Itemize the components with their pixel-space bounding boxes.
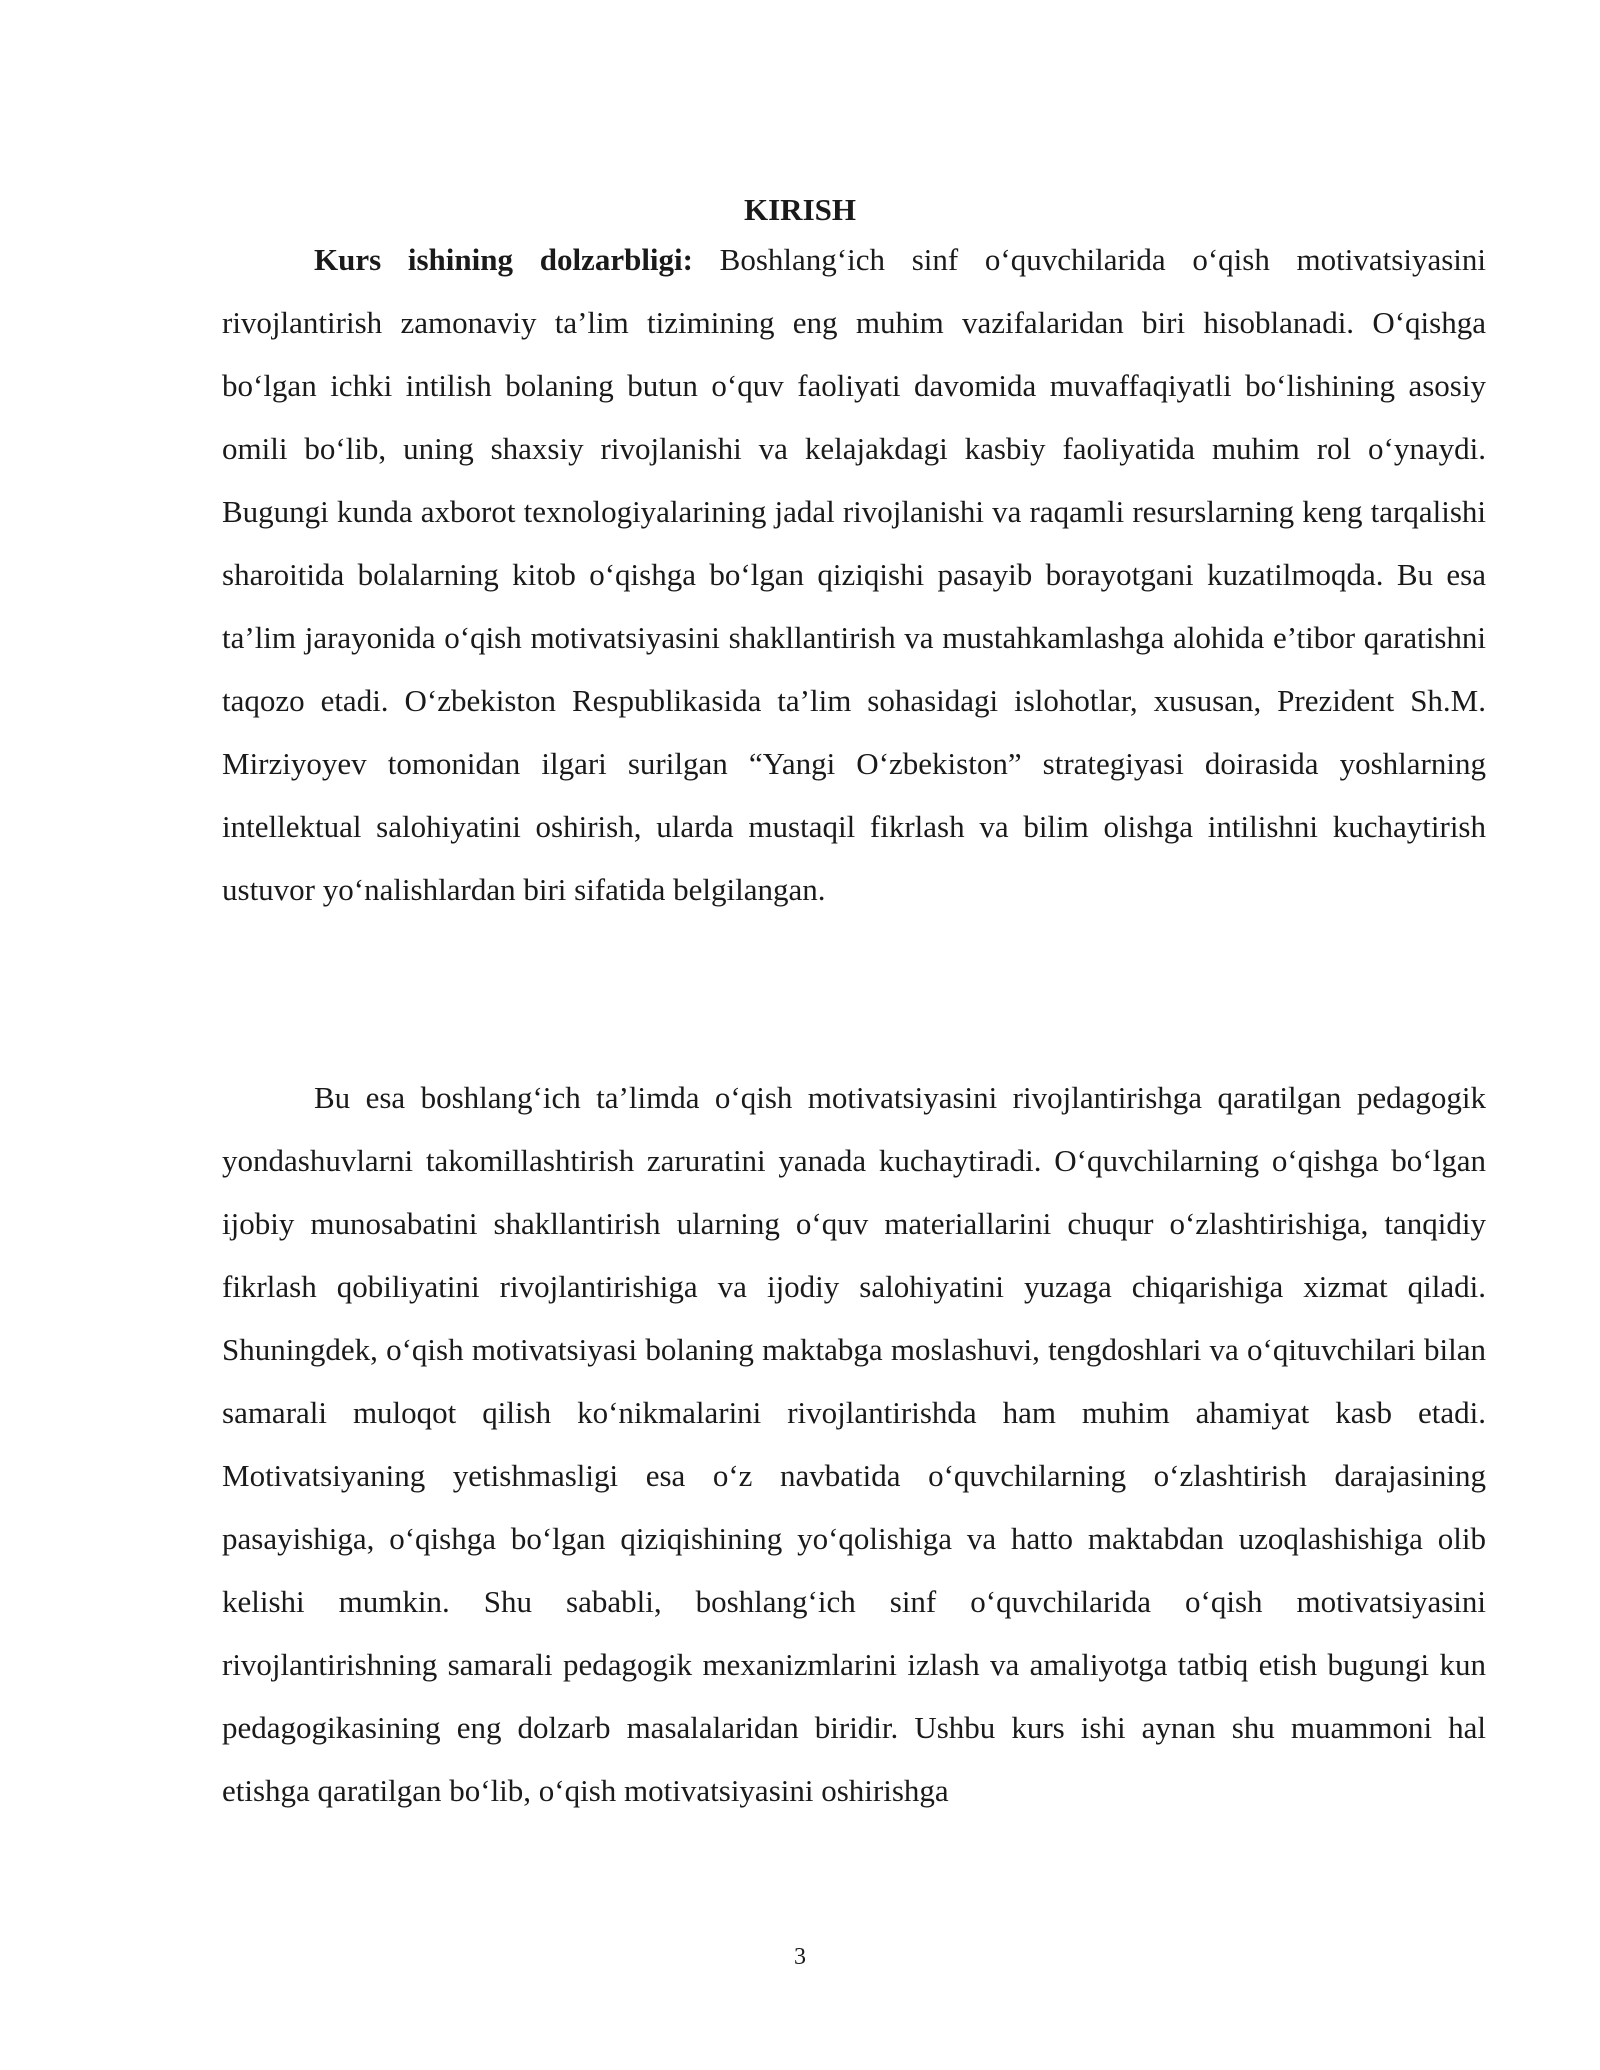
- paragraph-text: Boshlang‘ich sinf o‘quvchilarida o‘qish motivatsiyasini rivojlantirish zamonaviy ta’lim tizimining eng muhim vazifalaridan biri hisoblanadi. O‘qishga bo‘lgan ichki intilish bolaning butun o‘quv faoliyati davomida muvaffaqiyatli bo‘lishining asosiy omili bo‘lib, uning shaxsiy rivojlanishi va kelajakdagi kasbiy faoliyatida muhim rol o‘ynaydi. Bugungi kunda axborot texnologiyalarining jadal rivojlanishi va raqamli resurslarning keng tarqalishi sharoitida bolalarning kitob o‘qishga bo‘lgan qiziqishi pasayib borayotgani kuzatilmoqda. Bu esa ta’lim jarayonida o‘qish motivatsiyasini shakllantirish va mustahkamlashga alohida e’tibor qaratishni taqozo etadi. O‘zbekiston Respublikasida ta’lim sohasidagi islohotlar, xususan, Prezident Sh.M. Mirziyoyev tomonidan ilgari surilgan “Yangi O‘zbekiston” strategiyasi doirasida yoshlarning intellektual salohiyatini oshirish, ularda mustaqil fikrlash va bilim olishga intilishni kuchaytirish ustuvor yo‘nalishlardan biri sifatida belgilangan.: [222, 242, 1486, 907]
- paragraph-relevance: [222, 228, 1486, 921]
- paragraph-continuation: Bu esa boshlang‘ich ta’limda o‘qish motivatsiyasini rivojlantirishga qaratilgan pedagogik yondashuvlarni takomillashtirish zaruratini yanada kuchaytiradi. O‘quvchilarning o‘qishga bo‘lgan ijobiy munosabatini shakllantirish ularning o‘quv materiallarini chuqur o‘zlashtirishiga, tanqidiy fikrlash qobiliyatini rivojlantirishiga va ijodiy salohiyatini yuzaga chiqarishiga xizmat qiladi. Shuningdek, o‘qish motivatsiyasi bolaning maktabga moslashuvi, tengdoshlari va o‘qituvchilari bilan samarali muloqot qilish ko‘nikmalarini rivojlantirishda ham muhim ahamiyat kasb etadi. Motivatsiyaning yetishmasligi esa o‘z navbatida o‘quvchilarning o‘zlashtirish darajasining pasayishiga, o‘qishga bo‘lgan qiziqishining yo‘qolishiga va hatto maktabdan uzoqlashishiga olib kelishi mumkin. Shu sababli, boshlang‘ich sinf o‘quvchilarida o‘qish motivatsiyasini rivojlantirishning samarali pedagogik mexanizmlarini izlash va amaliyotga tatbiq etish bugungi kun pedagogikasining eng dolzarb masalalaridan biridir. Ushbu kurs ishi aynan shu muammoni hal etishga qaratilgan bo‘lib, o‘qish motivatsiyasini oshirishga: [222, 1080, 1486, 1808]
- section-title: KIRISH: [744, 192, 856, 227]
- page-number: 3: [794, 1944, 806, 1970]
- paragraph-lead: Kurs ishining dolzarbligi:: [314, 242, 693, 277]
